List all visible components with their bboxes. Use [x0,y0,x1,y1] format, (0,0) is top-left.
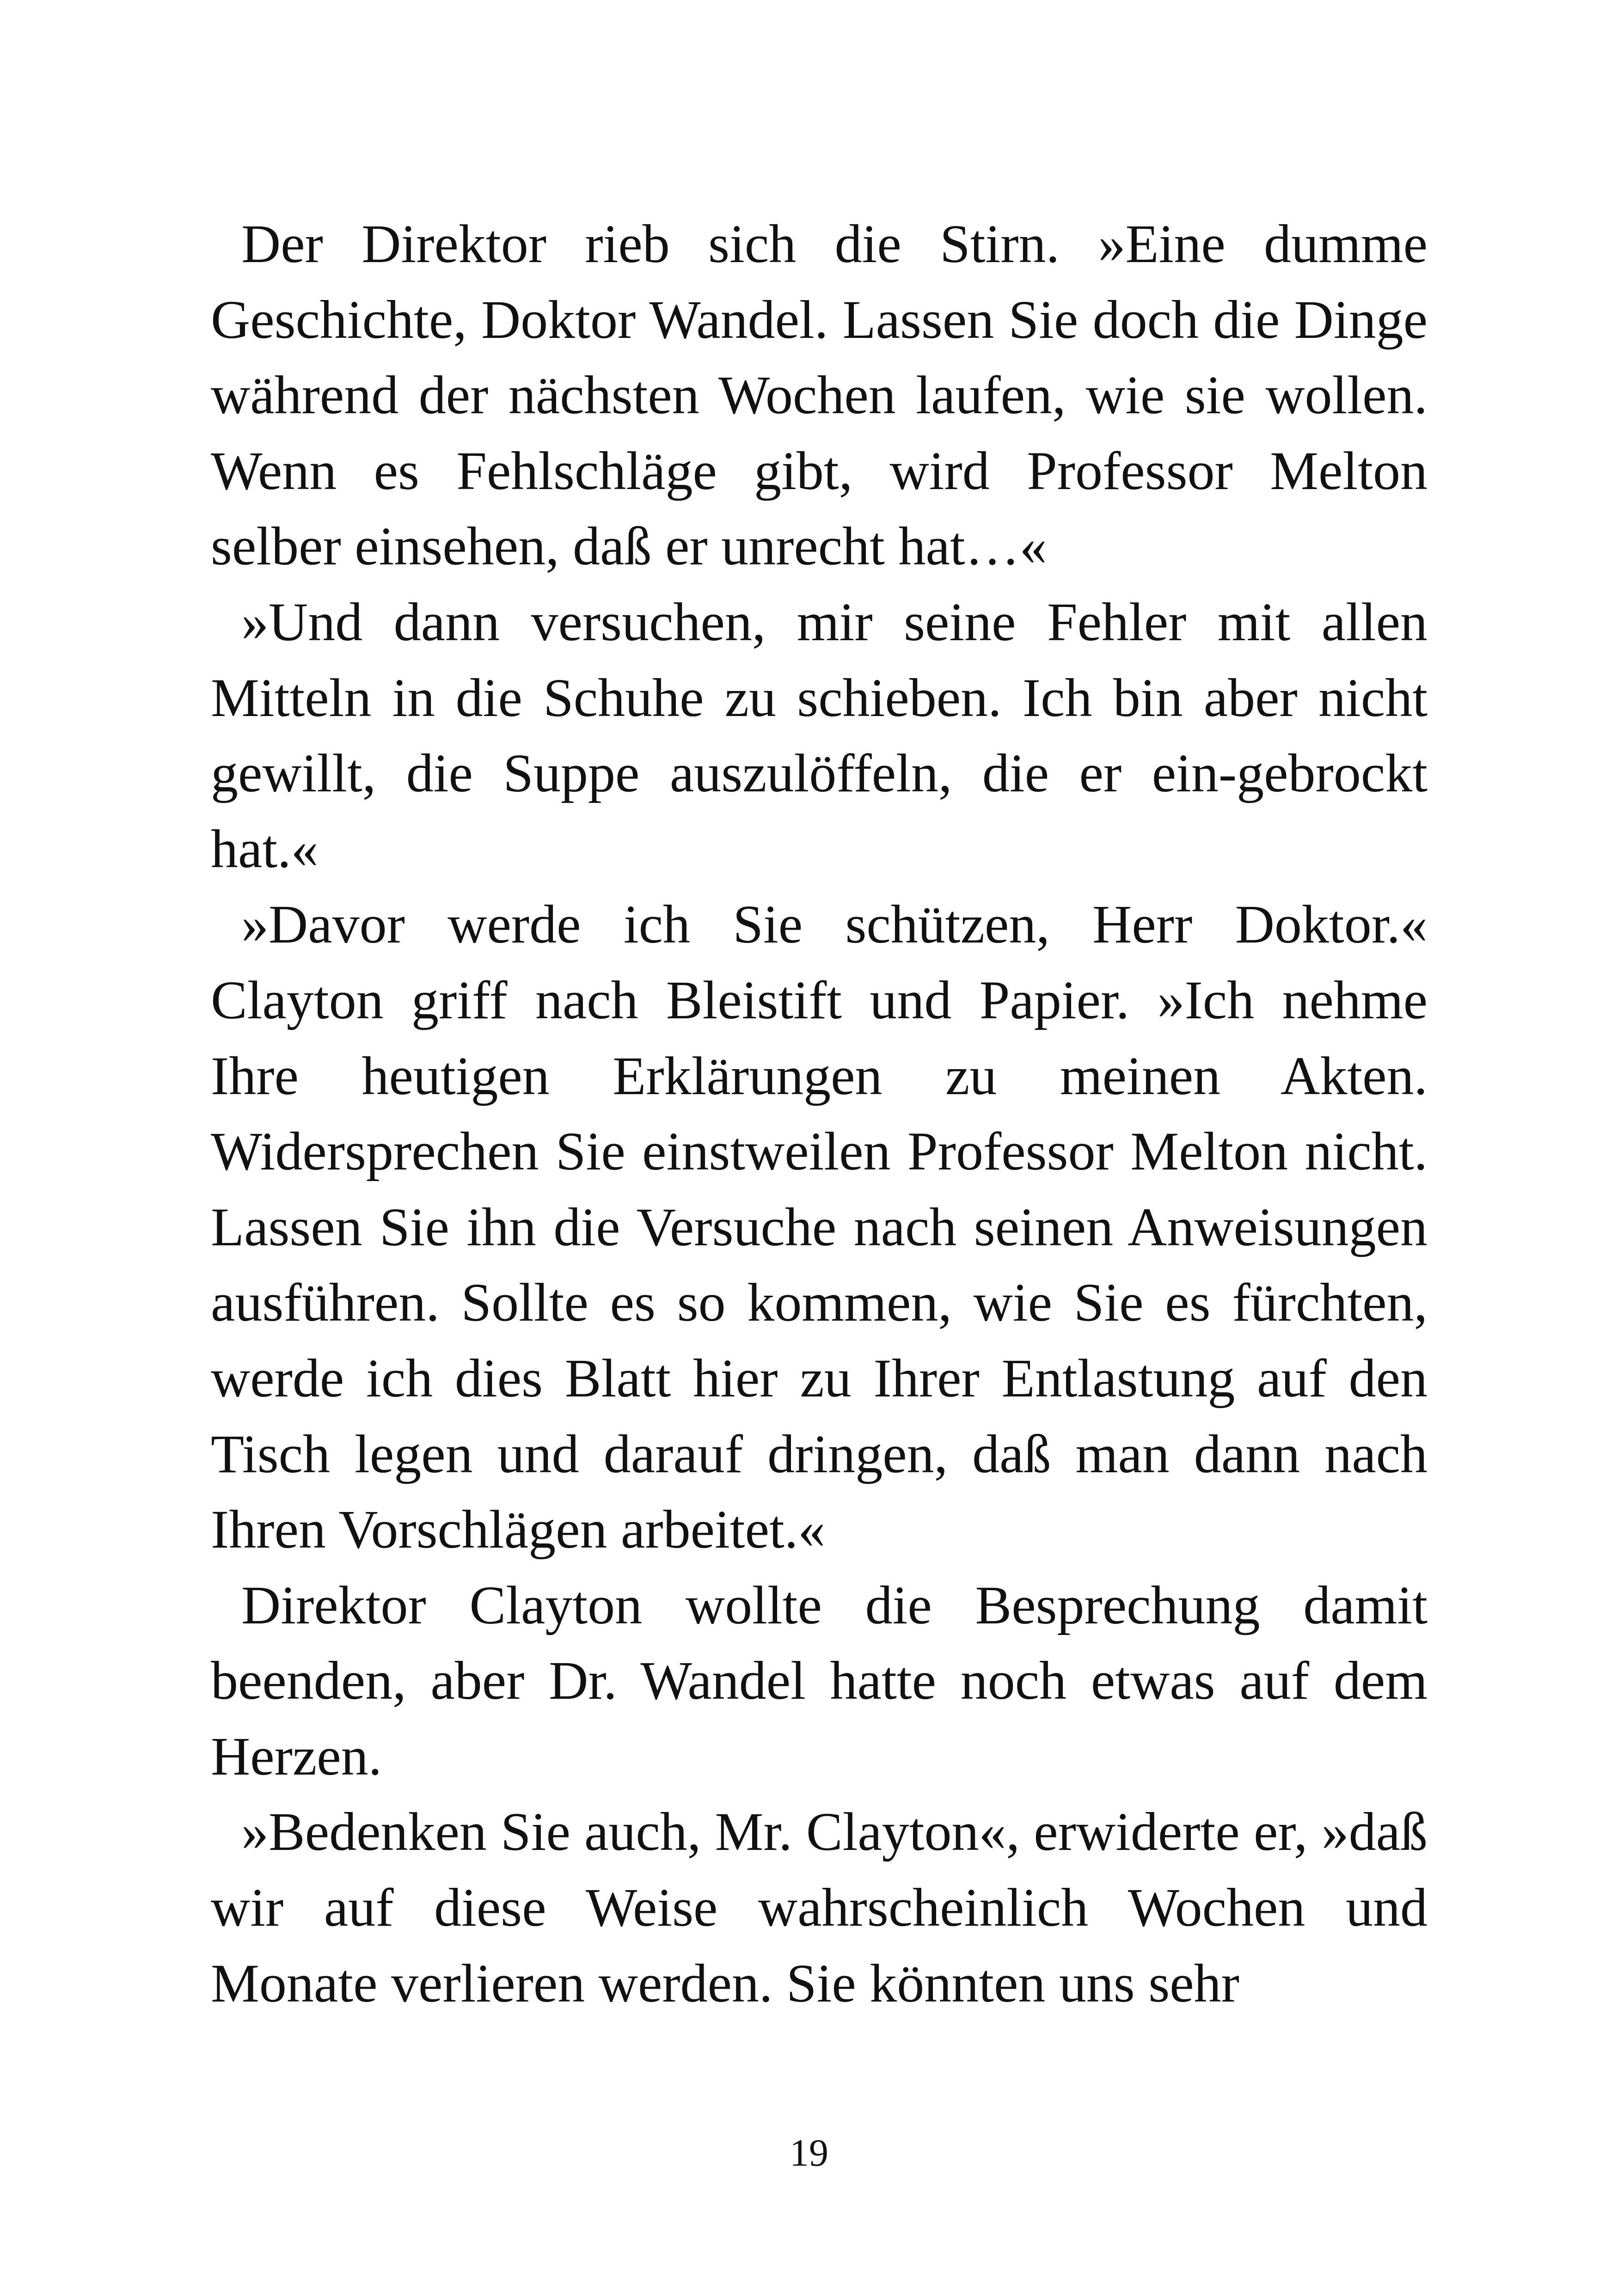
paragraph-3: »Davor werde ich Sie schützen, Herr Doktor.« Clayton griff nach Bleistift und Papier. »Ich nehme Ihre heutigen Erklärungen zu meinen Akten. Widersprechen Sie einstweilen Professor Melton nicht. Lassen Sie ihn die Versuche nach seinen Anweisungen ausführen. Sollte es so kommen, wie Sie es fürchten, werde ich dies Blatt hier zu Ihrer Entlastung auf den Tisch legen und darauf dringen, daß man dann nach Ihren Vorschlägen arbeitet.« [211,894,1428,1560]
paragraph-5: »Bedenken Sie auch, Mr. Clayton«, erwiderte er, »daß wir auf diese Weise wahrscheinlich Wochen und Monate verlieren werden. Sie könnten uns sehr [211,1801,1428,2014]
body-text [211,206,1428,2021]
paragraph-1: Der Direktor rieb sich die Stirn. »Eine dumme Geschichte, Doktor Wandel. Lassen Sie doch die Dinge während der nächsten Wochen laufen, wie sie wollen. Wenn es Fehlschläge gibt, wird Professor Melton selber einsehen, daß er unrecht hat…« [211,214,1428,577]
paragraph-4: Direktor Clayton wollte die Besprechung damit beenden, aber Dr. Wandel hatte noch etwas auf dem Herzen. [211,1574,1428,1787]
paragraph-2: »Und dann versuchen, mir seine Fehler mit allen Mitteln in die Schuhe zu schieben. Ich bin aber nicht gewillt, die Suppe auszulöffeln, die er ein-gebrockt hat.« [211,591,1428,879]
page-number: 19 [790,2131,828,2174]
